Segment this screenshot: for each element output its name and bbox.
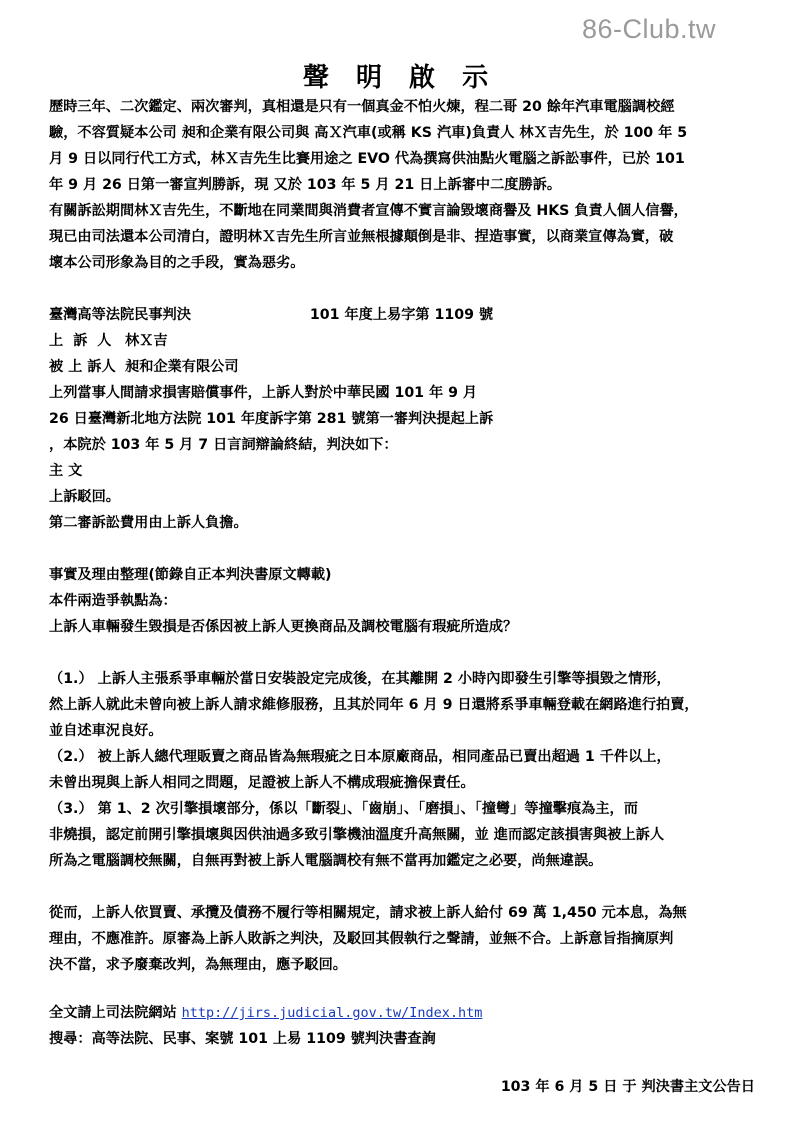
watermark-logo: 86-Club.tw [581,14,716,44]
intro-line: 年 9 月 26 日第一審宣判勝訴，現 又於 103 年 5 月 21 日上訴審中二度勝訴。 [49,177,562,193]
conclusion-line: 從而，上訴人依買賣、承攬及債務不履行等相關規定，請求被上訴人給付 69 萬 1,450 元本息，為無 [49,905,687,921]
facts-section [49,562,755,874]
intro-paragraph [49,94,755,198]
point-item [49,666,755,744]
reference-section [49,1000,755,1052]
page-title: 聲 明 啟 示 [302,63,498,93]
appellee-name: 昶和企業有限公司 [125,359,239,375]
case-number: 101 年度上易字第 1109 號 [309,307,494,323]
appellee-row [49,354,755,380]
reference-label: 全文請上司法院網站 [49,1005,182,1021]
point-line: 未曾出現與上訴人相同之問題，足證被上訴人不構成瑕疵擔保責任。 [49,775,475,791]
judgment-line: 上列當事人間請求損害賠償事件，上訴人對於中華民國 101 年 9 月 [49,385,478,401]
intro-line: 驗，不容質疑本公司 昶和企業有限公司與 高Ｘ汽車(或稱 KS 汽車)負責人 林Ｘ吉先生，於 100 年 5 [49,125,688,141]
court-row [49,302,755,328]
appellee-label: 被 上 訴人 [49,359,116,375]
statement-paragraph [49,198,755,276]
announcement-date: 103 年 6 月 5 日 于 判決書主文公告日 [500,1079,755,1095]
main-text-heading: 主 文 [49,463,83,479]
point-line: 然上訴人就此未曾向被上訴人請求維修服務，且其於同年 6 月 9 日還將系爭車輛登載在網路進行拍賣， [49,697,699,713]
dispute-question: 上訴人車輛發生毀損是否係因被上訴人更換商品及調校電腦有瑕疵所造成？ [49,619,518,635]
point-line: （1.） 上訴人主張系爭車輛於當日安裝設定完成後，在其離開 2 小時內即發生引擎等損毀之情形， [49,671,671,687]
point-item [49,744,755,796]
point-line: 所為之電腦調校無關，自無再對被上訴人電腦調校有無不當再加鑑定之必要，尚無違誤。 [49,853,603,869]
conclusion-paragraph [49,900,755,978]
main-text-line: 第二審訴訟費用由上訴人負擔。 [49,515,248,531]
court-name: 臺灣高等法院民事判決 [49,307,191,323]
statement-line: 壞本公司形象為目的之手段，實為惡劣。 [49,255,305,271]
document-body [49,94,755,1100]
point-line: 並自述車況良好。 [49,723,163,739]
intro-line: 月 9 日以同行代工方式，林Ｘ吉先生比賽用途之 EVO 代為撰寫供油點火電腦之訴訟事件，已於 101 [49,151,685,167]
point-line: 非燒損，認定前開引擎損壞與因供油過多致引擎機油溫度升高無關，並 進而認定該損害與被上訴人 [49,827,665,843]
intro-line: 歷時三年、二次鑑定、兩次審判，真相還是只有一個真金不怕火煉，程二哥 20 餘年汽車電腦調校經 [49,99,675,115]
appellant-name: 林Ｘ吉 [125,333,168,349]
judgment-line: 26 日臺灣新北地方法院 101 年度訴字第 281 號第一審判決提起上訴 [49,411,494,427]
main-text-line: 上訴駁回。 [49,489,120,505]
statement-line: 有關訴訟期間林Ｘ吉先生，不斷地在同業間與消費者宣傳不實言論毀壞商譽及 HKS 負責人個人信譽， [49,203,688,219]
dispute-heading: 本件兩造爭執點為： [49,593,177,609]
appellant-label: 上 訴 人 [49,333,112,349]
appellant-row [49,328,755,354]
conclusion-line: 決不當，求予廢棄改判，為無理由，應予駁回。 [49,957,347,973]
point-line: （3.） 第 1、2 次引擎損壞部分，係以「斷裂」、「齒崩」、「磨損」、「撞彎」等撞擊痕為主，而 [49,801,638,817]
conclusion-line: 理由，不應准許。原審為上訴人敗訴之判決，及駁回其假執行之聲請，並無不合。上訴意旨指摘原判 [49,931,674,947]
statement-line: 現已由司法還本公司清白，證明林Ｘ吉先生所言並無根據顛倒是非、捏造事實，以商業宣傳為實，破 [49,229,674,245]
point-line: （2.） 被上訴人總代理販賣之商品皆為無瑕疵之日本原廠商品，相同產品已賣出超過 1 千件以上， [49,749,671,765]
judicial-site-link[interactable]: http://jirs.judicial.gov.tw/Index.htm [181,1005,483,1021]
reference-row [49,1000,755,1026]
judgment-section [49,302,755,536]
judgment-line: ，本院於 103 年 5 月 7 日言詞辯論終結，判決如下： [49,437,398,453]
point-item [49,796,755,874]
facts-heading: 事實及理由整理(節錄自正本判決書原文轉載) [49,567,332,583]
search-instructions: 搜尋：高等法院、民事、案號 101 上易 1109 號判決書查詢 [49,1031,436,1047]
